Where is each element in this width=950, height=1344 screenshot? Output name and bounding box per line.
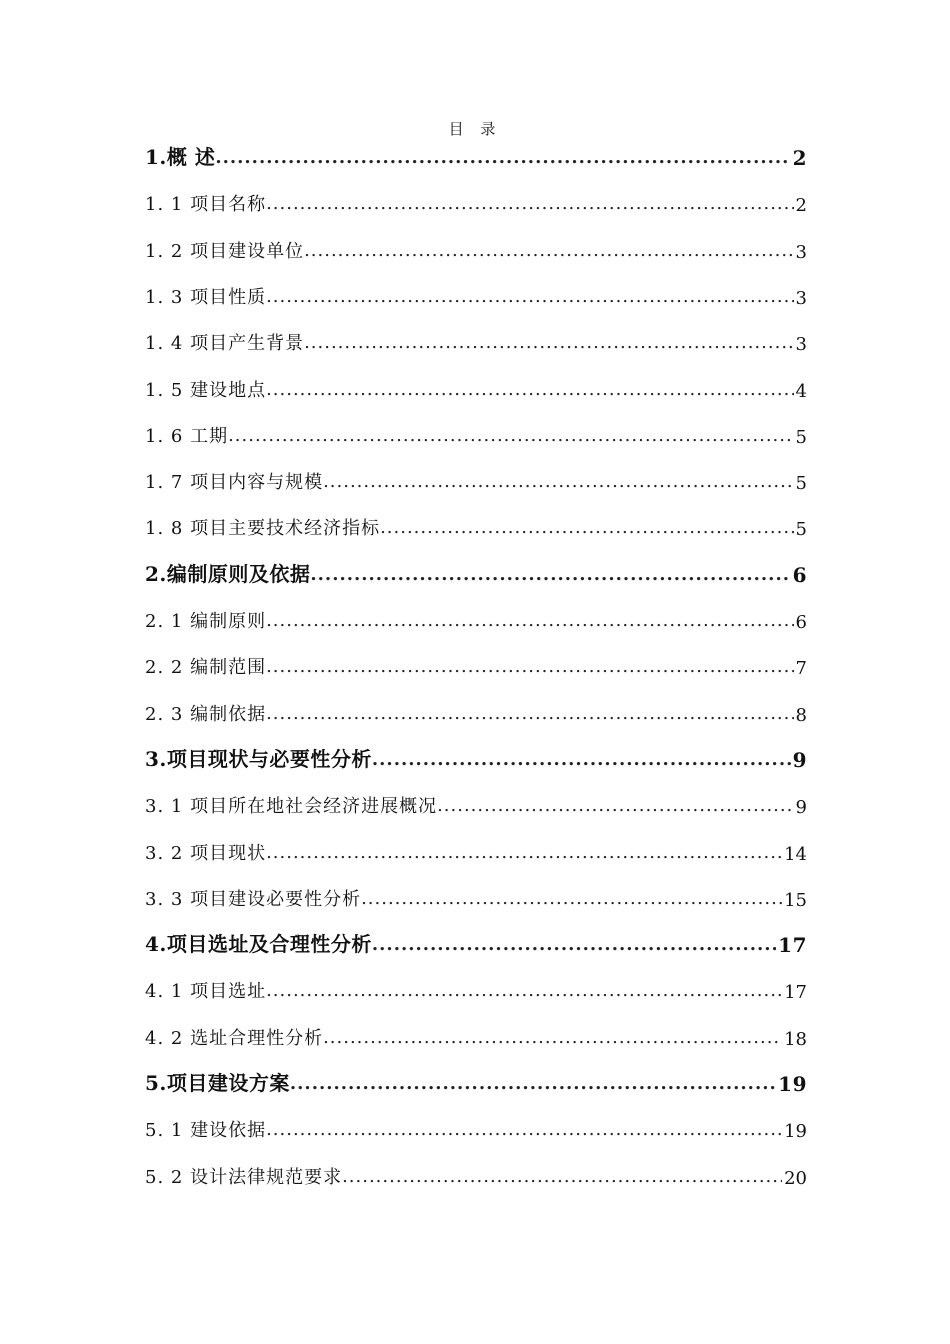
toc-section-entry[interactable]	[145, 788, 807, 818]
toc-dot-leader	[304, 242, 793, 263]
toc-entry-label: 2.编制原则及依据	[145, 561, 311, 586]
toc-section-entry[interactable]	[145, 325, 807, 355]
toc-dot-leader	[361, 890, 782, 911]
toc-entry-label: 5. 1 建设依据	[145, 1120, 267, 1142]
toc-entry-label: 1. 4 项目产生背景	[145, 333, 305, 355]
toc-page-number: 14	[784, 843, 807, 865]
toc-page-number: 3	[795, 334, 807, 356]
toc-dot-leader	[266, 612, 793, 633]
toc-page-number: 9	[792, 747, 807, 772]
toc-entry-label: 4.项目选址及合理性分析	[145, 932, 372, 957]
toc-dot-leader	[290, 1075, 776, 1096]
toc-chapter-entry[interactable]	[145, 927, 807, 957]
toc-dot-leader	[266, 1121, 782, 1142]
toc-page-number: 3	[795, 287, 807, 309]
toc-dot-leader	[215, 149, 790, 170]
toc-section-entry[interactable]	[145, 1159, 807, 1189]
toc-dot-leader	[342, 1168, 782, 1189]
toc-page-number: 19	[778, 1072, 807, 1096]
toc-page-number: 15	[784, 889, 807, 911]
toc-dot-leader	[372, 936, 776, 957]
toc-entry-label: 1. 2 项目建设单位	[145, 240, 305, 262]
toc-entry-label: 3. 3 项目建设必要性分析	[145, 888, 362, 910]
toc-chapter-entry[interactable]	[145, 1066, 807, 1096]
toc-entry-label: 5.项目建设方案	[145, 1071, 290, 1095]
toc-page-number: 4	[795, 380, 807, 402]
toc-chapter-entry[interactable]	[145, 742, 807, 772]
toc-dot-leader	[266, 195, 793, 216]
toc-entry-label: 1. 6 工期	[145, 425, 229, 447]
toc-chapter-entry[interactable]	[145, 140, 807, 170]
toc-section-entry[interactable]	[145, 649, 807, 679]
toc-page-number: 17	[784, 982, 807, 1004]
toc-page-number: 17	[778, 933, 807, 958]
toc-dot-leader	[266, 381, 793, 402]
toc-entry-label: 1. 7 项目内容与规模	[145, 472, 324, 494]
toc-dot-leader	[266, 982, 782, 1003]
toc-section-entry[interactable]	[145, 973, 807, 1003]
toc-entry-label: 3. 2 项目现状	[145, 842, 267, 864]
toc-chapter-entry[interactable]	[145, 557, 807, 587]
toc-entry-label: 3.项目现状与必要性分析	[145, 746, 372, 771]
toc-dot-leader	[228, 427, 793, 448]
toc-section-entry[interactable]	[145, 603, 807, 633]
toc-entry-label: 1. 8 项目主要技术经济指标	[145, 518, 381, 540]
toc-section-entry[interactable]	[145, 696, 807, 726]
toc-section-entry[interactable]	[145, 372, 807, 402]
toc-page-number: 6	[795, 612, 807, 633]
toc-section-entry[interactable]	[145, 186, 807, 216]
toc-dot-leader	[266, 705, 793, 726]
toc-page-number: 2	[792, 146, 807, 170]
toc-page-number: 18	[784, 1028, 807, 1050]
toc-title: 目 录	[448, 120, 502, 138]
toc-section-entry[interactable]	[145, 233, 807, 263]
toc-entry-label: 4. 1 项目选址	[145, 981, 267, 1003]
toc-section-entry[interactable]	[145, 279, 807, 309]
toc-page-number: 8	[795, 704, 807, 726]
toc-section-entry[interactable]	[145, 881, 807, 911]
toc-entry-label: 4. 2 选址合理性分析	[145, 1027, 324, 1049]
toc-page-number: 7	[795, 658, 807, 680]
toc-section-entry[interactable]	[145, 1020, 807, 1050]
toc-dot-leader	[380, 519, 793, 540]
toc-entry-label: 1. 3 项目性质	[145, 286, 267, 308]
toc-entry-label: 2. 2 编制范围	[145, 657, 267, 679]
toc-dot-leader	[266, 658, 793, 679]
toc-section-entry[interactable]	[145, 418, 807, 448]
toc-section-entry[interactable]	[145, 835, 807, 865]
toc-page-number: 9	[795, 797, 807, 819]
toc-dot-leader	[266, 844, 782, 865]
toc-entry-label: 3. 1 项目所在地社会经济进展概况	[145, 796, 438, 818]
toc-dot-leader	[372, 751, 791, 772]
toc-page-number: 3	[795, 241, 807, 263]
toc-dot-leader	[304, 334, 793, 355]
toc-section-entry[interactable]	[145, 1112, 807, 1142]
toc-section-entry[interactable]	[145, 464, 807, 494]
toc-entry-label: 1. 1 项目名称	[145, 194, 267, 216]
toc-dot-leader	[437, 797, 793, 818]
toc-page-number: 19	[784, 1121, 807, 1143]
toc-page-number: 20	[784, 1167, 807, 1189]
toc-dot-leader	[323, 1029, 782, 1050]
toc-section-entry[interactable]	[145, 510, 807, 540]
toc-page-number: 5	[795, 473, 807, 495]
toc-entry-label: 1. 5 建设地点	[145, 379, 267, 401]
toc-page-number: 5	[795, 426, 807, 448]
toc-dot-leader	[323, 473, 793, 494]
toc-page-number: 6	[792, 562, 807, 587]
toc-page-number: 2	[795, 195, 807, 217]
toc-entry-label: 1.概 述	[145, 145, 216, 169]
toc-page-number: 5	[795, 519, 807, 541]
toc-entry-label: 2. 3 编制依据	[145, 703, 267, 725]
toc-dot-leader	[310, 566, 790, 587]
toc-entry-label: 5. 2 设计法律规范要求	[145, 1166, 343, 1188]
toc-dot-leader	[266, 288, 793, 309]
toc-entry-label: 2. 1 编制原则	[145, 611, 267, 632]
